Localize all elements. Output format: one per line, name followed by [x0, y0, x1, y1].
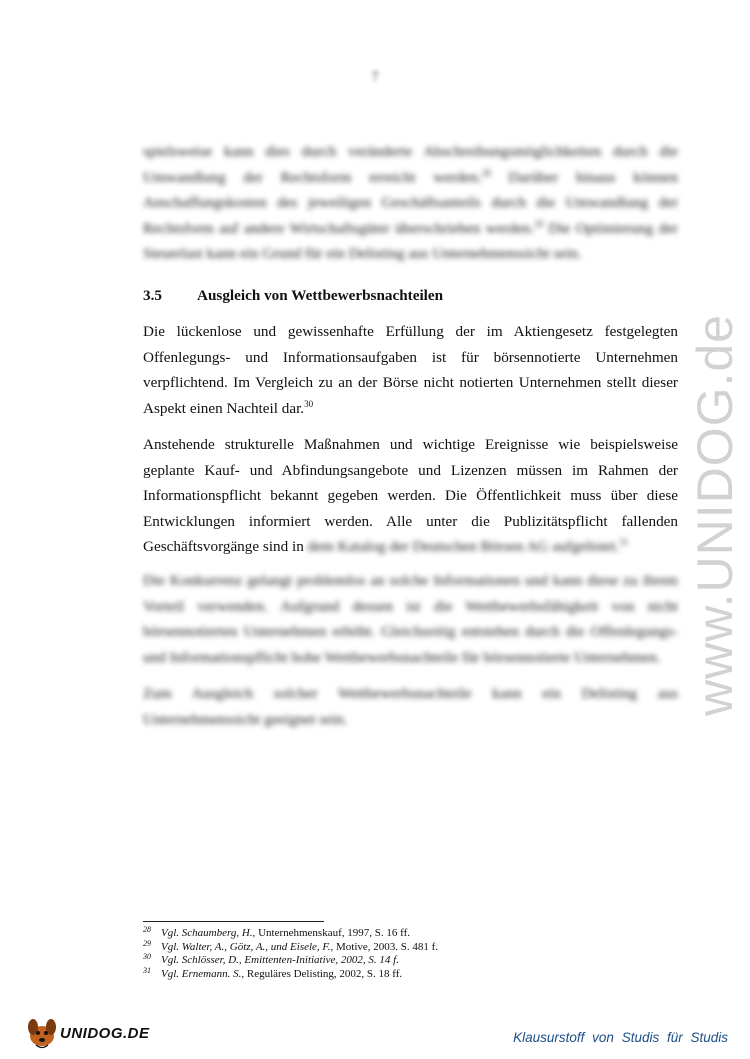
intro-text-2: Darüber hinaus können Anschaffungskosten des jeweiligen Geschäftsanteils durch die Umwandlung der Rechtsform auf andere Wirtschaftsgüter überschrieben werden. — [143, 168, 678, 237]
footnote-author: Vgl. Ernemann. S., — [161, 967, 245, 980]
footnote-28: $^{28}$ Vgl. Schaumberg, H., Unternehmenskauf, 1997, S. 16 ff. — [143, 925, 410, 939]
intro-text-3: Die Optimierung der Steuerlast kann ein Grund für ein Delisting aus Unternehmenssicht sein. — [143, 219, 679, 262]
footnote-ref-30: 30 — [304, 398, 314, 409]
paragraph-2-text: Anstehende strukturelle Maßnahmen und wichtige Ereignisse wie beispielsweise geplante Kauf- und Abfindungsangebote und Lizenzen müssen im Rahmen der Informationspflicht bekannt gegeben werden. Die Öffentlichkeit muss über diese Entwicklungen informiert werden. Alle unter die Publizitätspflicht fallenden Geschäftsvorgänge sind in — [143, 436, 678, 555]
watermark — [640, 280, 750, 750]
section-number: 3.5 — [143, 287, 162, 304]
paragraph-1-text: Die lückenlose und gewissenhafte Erfüllung der im Aktiengesetz festgelegten Offenlegungs- und Informationsaufgaben ist für börsennotierte Unternehmen verpflichtend. Im Vergleich zu an der Börse nicht notierten Unternehmen stellt dieser Aspekt einen Nachteil dar. — [143, 323, 678, 417]
footnote-31: $^{31}$ Vgl. Ernemann. S., Reguläres Delisting, 2002, S. 18 ff. — [143, 965, 403, 980]
paragraph-4: Zum Ausgleich solcher Wettbewerbsnachteile kann ein Delisting aus Unternehmenssicht geeignet sein. — [143, 685, 678, 728]
footer-tagline: Klausurstoff von Studis für Studis — [513, 1030, 728, 1045]
paragraph-2-tail-text: dem Katalog der Deutschen Börsen AG aufgelistet. — [307, 538, 620, 555]
paragraph-2-blurred-tail — [308, 538, 629, 555]
footnotes — [143, 927, 678, 981]
page-number: 7 — [371, 70, 379, 85]
footnote-author: Vgl. Schlösser, D., Emittenten-Initiative, 2002, S. 14 f. — [161, 954, 399, 967]
footnote-ref-29: 29 — [534, 218, 544, 229]
paragraph-3: Die Konkurrenz gelangt problemlos an solche Informationen und kann diese zu ihrem Vorteil verwenden. Aufgrund dessen ist die Wettbewerbsfähigkeit von nicht börsennotierten Unternehmen erhöht. Gleichzeitig entstehen durch die Offenlegungs- und Informationspflicht hohe Wettbewerbsnachteile für börsennotierte Unternehmen. — [143, 572, 678, 666]
paragraph-2 — [143, 432, 678, 560]
dog-icon — [22, 1012, 62, 1052]
intro-paragraph — [143, 139, 678, 267]
paragraph-1 — [143, 319, 678, 421]
unidog-logo[interactable] — [22, 1012, 162, 1052]
footnote-30: $^{30}$ Vgl. Schlösser, D., Emittenten-Initiative, 2002, S. 14 f. — [143, 952, 399, 967]
logo-text: UNIDOG.DE — [60, 1025, 150, 1042]
intro-text-1: spielsweise kann dies durch veränderte Abschreibungsmöglichkeiten durch die Umwandlung der Rechtsform erreicht werden. — [143, 143, 678, 186]
footnote-source: Unternehmenskauf, 1997, S. 16 ff. — [255, 927, 410, 939]
footnote-ref-28: 28 — [481, 167, 491, 178]
section-title: Ausgleich von Wettbewerbsnachteilen — [197, 287, 444, 304]
watermark-text: www.UNIDOG.de — [687, 314, 743, 716]
footnote-author: Vgl. Schaumberg, H., — [161, 927, 256, 939]
footnote-source: Reguläres Delisting, 2002, S. 18 ff. — [244, 967, 403, 980]
footnote-29: $^{29}$ Vgl. Walter, A., Götz, A., und Eisele, F., Motive, 2003. S. 481 f. — [143, 938, 439, 953]
footnote-ref-31: 31 — [619, 537, 629, 547]
footnote-source: Motive, 2003. S. 481 f. — [333, 940, 439, 953]
footnote-author: Vgl. Walter, A., Götz, A., und Eisele, F., — [161, 940, 334, 953]
section-heading — [143, 287, 678, 305]
footnote-separator — [143, 921, 324, 922]
